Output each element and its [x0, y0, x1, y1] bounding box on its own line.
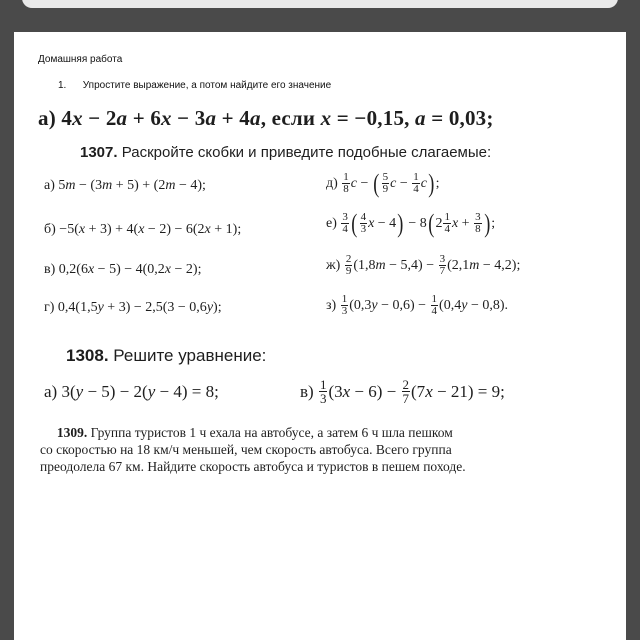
fraction: $\frac{3}{8}$ — [475, 211, 481, 235]
ex1307-a-expr: 5m − (3m + 5) + (2m − 4); — [58, 178, 206, 193]
ex1307-zh: ж) $\frac{2}{9}$ (1,8 m − 5,4) − $\frac{3}{7}$ (2,1 m − 4,2); — [326, 253, 521, 277]
ex1307-e: е) $\frac{3}{4}$ ( $\frac{4}{3}$ x − 4 ) − 8 ( 2 $\frac{1}{4}$ x + $\frac{3}{8}$ ) ; — [326, 208, 496, 238]
fraction: $\frac{1}{4}$ — [413, 171, 419, 195]
exercise-1307-heading — [80, 144, 491, 161]
ex1307-b — [44, 222, 241, 238]
item-label: г) — [44, 300, 55, 315]
fraction: $\frac{1}{3}$ — [341, 293, 348, 317]
ex1308-a — [44, 382, 219, 402]
ex1307-v — [44, 262, 201, 278]
item-label: д) — [326, 175, 338, 191]
ex1307-g — [44, 300, 222, 316]
expression-a-values: x = −0,15, a = 0,03; — [320, 106, 494, 130]
item-label: е) — [326, 215, 337, 231]
exercise-1309-line-3: преодолела 67 км. Найдите скорость автобуса и туристов в пешем походе. — [40, 459, 466, 474]
exercise-1309 — [40, 424, 600, 475]
expression-a-body: 4x − 2a + 6x − 3a + 4a, — [61, 106, 267, 130]
ex1307-g-expr: 0,4(1,5y + 3) − 2,5(3 − 0,6y); — [57, 300, 222, 315]
item-label: а) — [44, 382, 58, 401]
fraction: $\frac{2}{7}$ — [402, 377, 410, 406]
ex1307-z: з) $\frac{1}{3}$ (0,3 y − 0,6) − $\frac{1}{4}$ (0,4 y − 0,8). — [326, 293, 508, 317]
exercise-1308-heading — [66, 346, 266, 366]
task-text: Упростите выражение, а потом найдите его значение — [82, 80, 332, 91]
ex1308-a-expr: 3(y − 5) − 2(y − 4) = 8; — [61, 382, 219, 401]
exercise-1309-line-1 — [40, 424, 600, 441]
fraction: $\frac{1}{4}$ — [444, 211, 450, 235]
ex1307-b-expr: −5(x + 3) + 4(x − 2) − 6(2x + 1); — [59, 222, 242, 237]
item-label: в) — [44, 262, 56, 277]
fraction: $\frac{4}{3}$ — [360, 211, 367, 235]
item-label: з) — [326, 297, 337, 313]
task-number: 1. — [58, 80, 67, 91]
item-label: ж) — [326, 257, 341, 273]
task-1 — [58, 80, 331, 91]
fraction: $\frac{3}{4}$ — [342, 211, 348, 235]
ex1308-v: в) $\frac{1}{3}$ (3 x − 6) − $\frac{2}{7}$ (7 x − 21) = 9; — [300, 377, 505, 406]
item-label: в) — [300, 381, 314, 401]
exercise-number: 1308. — [66, 346, 109, 365]
fraction: $\frac{1}{8}$ — [343, 171, 349, 195]
item-label: б) — [44, 222, 56, 237]
exercise-instruction: Решите уравнение: — [113, 346, 267, 365]
expression-a-if: если — [271, 106, 316, 130]
fraction: $\frac{5}{9}$ — [382, 171, 389, 195]
fraction: $\frac{3}{7}$ — [439, 253, 446, 277]
fraction: $\frac{1}{4}$ — [431, 293, 438, 317]
item-label: а) — [44, 178, 55, 193]
ex1307-v-expr: 0,2(6x − 5) − 4(0,2x − 2); — [58, 262, 202, 277]
homework-title: Домашняя работа — [38, 54, 123, 65]
exercise-1309-line-2: со скоростью на 18 км/ч меньшей, чем скорость автобуса. Всего группа — [40, 442, 452, 457]
fraction: $\frac{2}{9}$ — [345, 253, 352, 277]
ex1307-a — [44, 178, 206, 194]
exercise-instruction: Раскройте скобки и приведите подобные слагаемые: — [121, 144, 492, 161]
fraction: $\frac{1}{3}$ — [319, 377, 327, 406]
top-bar-pill — [22, 0, 618, 8]
expression-a-label: а) — [38, 106, 56, 130]
exercise-number: 1309. — [56, 425, 88, 440]
ex1307-d: д) $\frac{1}{8}$ c − ( $\frac{5}{9}$ c − $\frac{1}{4}$ c ) ; — [326, 168, 440, 198]
text-line: Группа туристов 1 ч ехала на автобусе, а затем 6 ч шла пешком — [90, 425, 453, 440]
exercise-number: 1307. — [80, 144, 118, 161]
top-bar — [0, 0, 640, 32]
expression-a — [38, 106, 494, 131]
